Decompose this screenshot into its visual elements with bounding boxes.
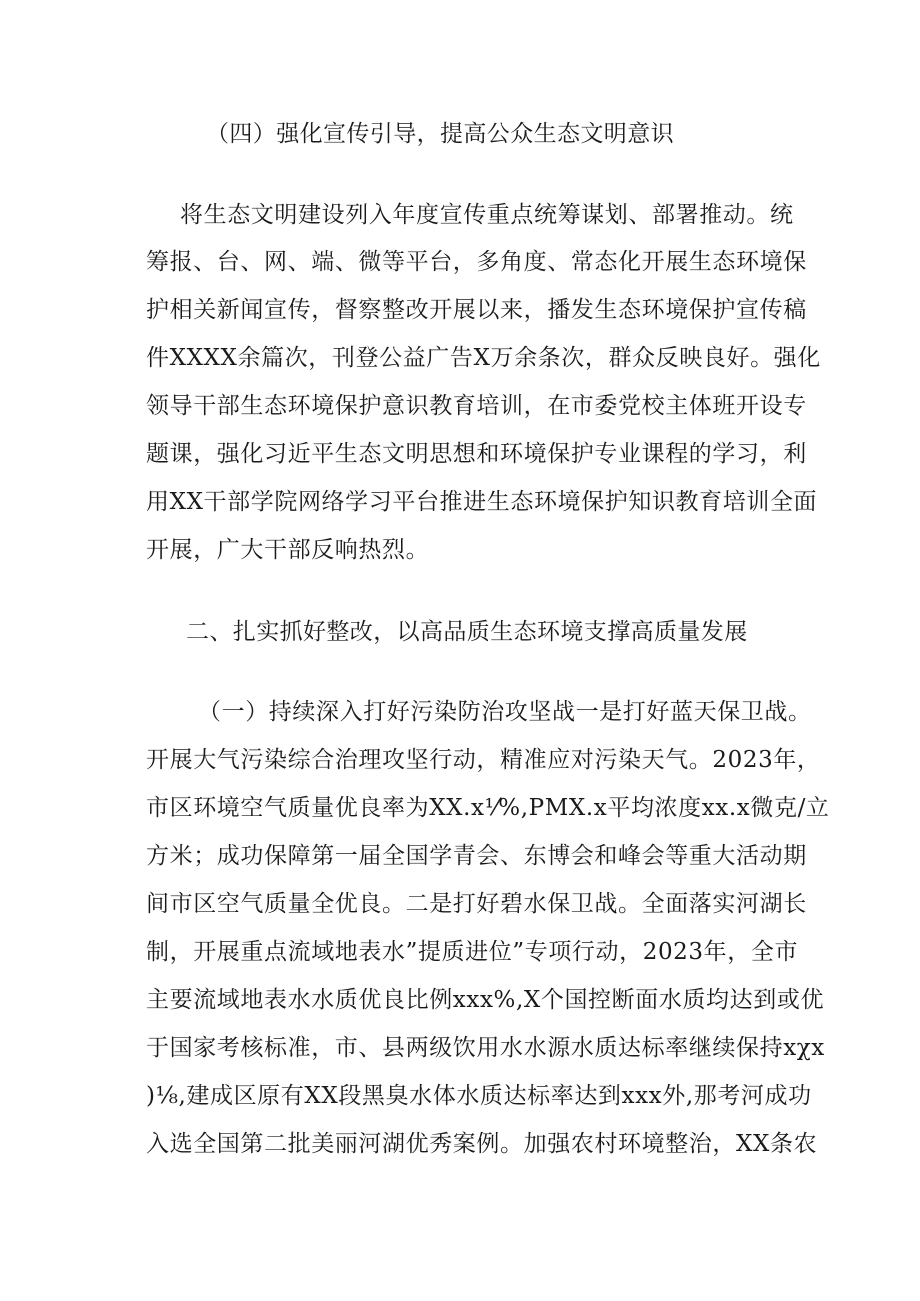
paragraph-line: 件XXXX余篇次，刊登公益广告X万余条次，群众反映良好。强化 [146, 345, 821, 371]
paragraph-line: )⅛,建成区原有XX段黑臭水体水质达标率达到xxx外,那考河成功 [146, 1083, 812, 1109]
paragraph-line: 于国家考核标准，市、县两级饮用水水源水质达标率继续保持xχx [146, 1035, 825, 1061]
part-2-heading: 二、扎实抓好整改，以高品质生态环境支撑高质量发展 [186, 619, 748, 645]
paragraph-line: 将生态文明建设列入年度宣传重点统筹谋划、部署推动。统 [180, 202, 794, 228]
section-4-heading: （四）强化宣传引导，提高公众生态文明意识 [206, 121, 674, 147]
paragraph-line: 市区环境空气质量优良率为XX.x⅟%,PMX.x平均浓度xx.x微克/立 [146, 795, 830, 821]
paragraph-line: 护相关新闻宣传，督察整改开展以来，播发生态环境保护宣传稿 [146, 297, 807, 323]
paragraph-line: 用XX干部学院网络学习平台推进生态环境保护知识教育培训全面 [146, 489, 818, 515]
paragraph-line: 方米；成功保障第一届全国学青会、东博会和峰会等重大活动期 [146, 843, 807, 869]
paragraph-line: 主要流域地表水水质优良比例xxx%,X个国控断面水质均达到或优 [146, 987, 825, 1013]
paragraph-line: 题课，强化习近平生态文明思想和环境保护专业课程的学习，利 [146, 441, 807, 467]
paragraph-line: （一）持续深入打好污染防治攻坚战一是打好蓝天保卫战。 [198, 699, 812, 725]
paragraph-line: 制，开展重点流域地表水”提质进位”专项行动，2023年，全市 [146, 939, 799, 965]
paragraph-line: 开展，广大干部反响热烈。 [146, 537, 430, 563]
paragraph-line: 筹报、台、网、端、微等平台，多角度、常态化开展生态环境保 [146, 249, 807, 275]
paragraph-line: 间市区空气质量全优良。二是打好碧水保卫战。全面落实河湖长 [146, 891, 807, 917]
paragraph-line: 入选全国第二批美丽河湖优秀案例。加强农村环境整治，XX条农 [146, 1131, 818, 1157]
paragraph-line: 开展大气污染综合治理攻坚行动，精准应对污染天气。2023年， [146, 747, 821, 773]
paragraph-line: 领导干部生态环境保护意识教育培训，在市委党校主体班开设专 [146, 393, 807, 419]
